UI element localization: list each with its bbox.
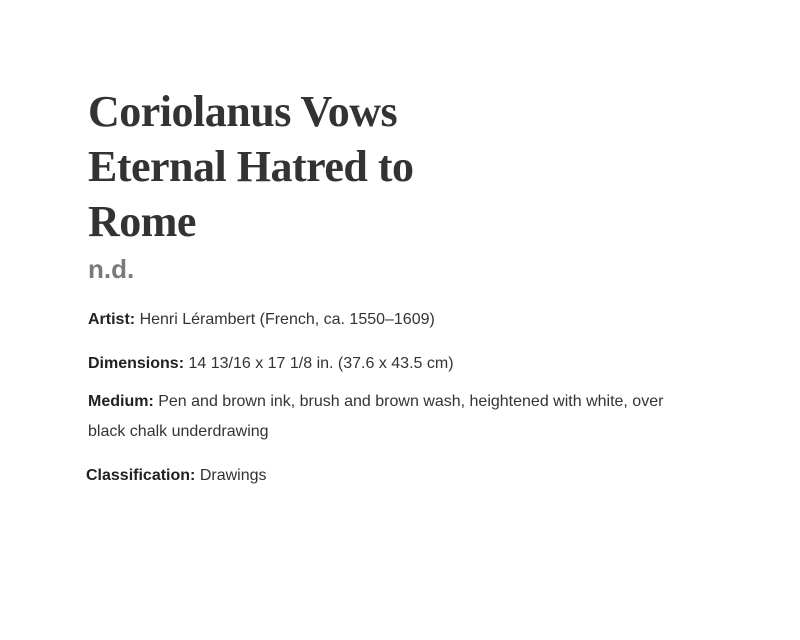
fact-label-classification: Classification:: [86, 467, 196, 484]
fact-medium: [88, 387, 688, 447]
fact-value-medium: Pen and brown ink, brush and brown wash, heightened with white, over black chalk underdrawing: [88, 393, 664, 440]
fact-value-artist: Henri Lérambert (French, ca. 1550–1609): [139, 311, 435, 328]
fact-classification: [86, 461, 688, 491]
artwork-details: [88, 84, 688, 505]
artwork-facts: [88, 305, 688, 491]
fact-value-dimensions: 14 13/16 x 17 1/8 in. (37.6 x 43.5 cm): [188, 355, 454, 372]
fact-label-medium: Medium:: [88, 393, 154, 410]
fact-label-artist: Artist:: [88, 311, 136, 328]
artwork-date: n.d.: [88, 254, 135, 284]
fact-value-classification: Drawings: [199, 467, 267, 484]
fact-artist: [88, 305, 688, 335]
fact-label-dimensions: Dimensions:: [88, 355, 185, 372]
fact-dimensions: [88, 349, 688, 379]
artwork-title: Coriolanus Vows Eternal Hatred to Rome: [88, 87, 414, 246]
